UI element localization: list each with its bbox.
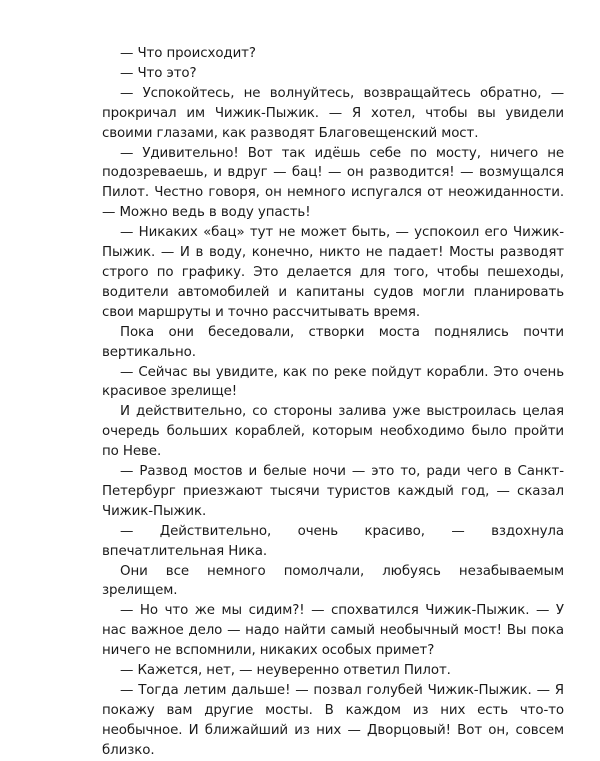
body-text [102, 44, 564, 761]
paragraph-10: — Действительно, очень красиво, — вздохнула впечатлительная Ника. [102, 523, 564, 559]
paragraph-11: Они все немного помолчали, любуясь незабываемым зрелищем. [102, 563, 564, 599]
paragraph-9: — Развод мостов и белые ночи — это то, ради чего в Санкт-Петербург приезжают тысячи туристов каждый год, — сказал Чижик-Пыжик. [102, 464, 564, 519]
paragraph-12: — Но что же мы сидим?! — спохватился Чижик-Пыжик. — У нас важное дело — надо найти самый необычный мост! Вы пока ничего не вспомнили, никаких особых примет? [102, 603, 564, 659]
paragraph-2: — Что это? [120, 65, 197, 81]
paragraph-13: — Кажется, нет, — неуверенно ответил Пилот. [120, 663, 451, 679]
paragraph-1: — Что происходит? [120, 46, 256, 61]
paragraph-14: — Тогда летим дальше! — позвал голубей Чижик-Пыжик. — Я покажу вам другие мосты. В каждом из них есть что-то необычное. И ближайший из них — Дворцовый! Вот он, совсем близко. [102, 683, 564, 758]
paragraph-3: — Успокойтесь, не волнуйтесь, возвращайтесь обратно, — прокричал им Чижик-Пыжик. — Я хотел, чтобы вы увидели своими глазами, как разводят Благовещенский мост. [102, 85, 564, 141]
paragraph-6: Пока они беседовали, створки моста поднялись почти вертикально. [102, 324, 564, 360]
paragraph-5: — Никаких «бац» тут не может быть, — успокоил его Чижик-Пыжик. — И в воду, конечно, никто не падает! Мосты разводят строго по графику. Это делается для того, чтобы пешеходы, водители автомобилей и капитаны судов могли планировать свои маршруты и точно рассчитывать время. [102, 225, 564, 320]
paragraph-8: И действительно, со стороны залива уже выстроилась целая очередь больших кораблей, которым необходимо было пройти по Неве. [102, 404, 564, 460]
paragraph-4: — Удивительно! Вот так идёшь себе по мосту, ничего не подозреваешь, и вдруг — бац! — он разводится! — возмущался Пилот. Честно говоря, он немного испугался от неожиданности. — Можно ведь в воду упасть! [102, 145, 564, 221]
paragraph-7: — Сейчас вы увидите, как по реке пойдут корабли. Это очень красивое зрелище! [102, 364, 564, 400]
